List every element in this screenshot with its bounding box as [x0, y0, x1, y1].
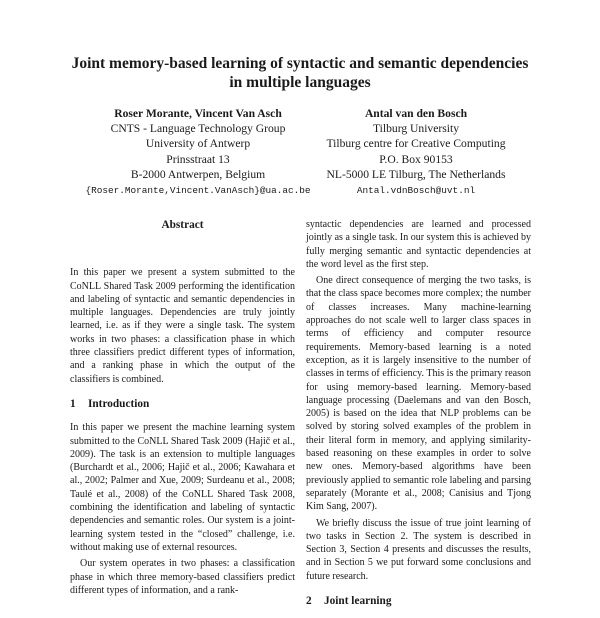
paragraph: In this paper we present the machine learning system submitted to the CoNLL Shared Task 2009 (Hajič et al., 2009). The task is an extension to multiple languages (Burchardt et al., 2006; Hajič et al., 2006; Kawahara et al., 2002; Palmer and Xue, 2009; Surdeanu et al., 2008; Taulé et al., 2008) of the CoNLL Shared Task 2008, combining the identification and labeling of syntactic dependencies and semantic roles. Our system is a joint-learning system tested in the “closed” challenge, i.e. without making use of external resources. — [70, 422, 295, 553]
paper-title-line-1: Joint memory-based learning of syntactic and semantic dependencies — [71, 55, 529, 72]
author-email: {Roser.Morante,Vincent.VanAsch}@ua.ac.be — [85, 185, 311, 197]
section-title: Joint learning — [324, 595, 392, 608]
author-names: Antal van den Bosch — [364, 107, 468, 120]
paragraph: One direct consequence of merging the two tasks, is that the class space becomes more complex; the number of classes increases. Many machine-learning approaches do not scale well to larger class spaces in terms of efficiency and computer resource requirements. Memory-based learning is a noted exception, as it is largely insensitive to the number of classes in terms of efficiency. This is the primary reason for using memory-based learning. Memory-based language processing (Daelemans and van den Bosch, 2005) is based on the idea that NLP problems can be solved by storing solved examples of the problem in their literal form in memory, and applying similarity-based reasoning on these examples in order to solve new ones. Memory-based algorithms have been previously applied to semantic role labeling and parsing separately (Morante et al., 2008; Canisius and Tjong Kim Sang, 2007). — [306, 275, 531, 513]
abstract-heading: Abstract — [161, 219, 204, 231]
abstract-text: In this paper we present a system submitted to the CoNLL Shared Task 2009 performing the identification and labeling of syntactic and semantic dependencies in multiple languages. Dependencies are truly jointly learned, i.e. as if they were a single task. The system works in two phases: a classification phase in which three classifiers predict different types of information, and a ranking phase in which the output of the classifiers is combined. — [70, 267, 295, 385]
affiliation-line: University of Antwerp — [145, 137, 251, 151]
affiliation-line: NL-5000 LE Tilburg, The Netherlands — [326, 167, 506, 181]
author-affiliation-right — [300, 106, 532, 198]
affiliation-line: CNTS - Language Technology Group — [110, 122, 286, 136]
section-number: 2 — [306, 595, 312, 608]
left-column — [70, 218, 295, 597]
author-names: Roser Morante, Vincent Van Asch — [114, 107, 282, 120]
affiliation-line: B-2000 Antwerpen, Belgium — [130, 167, 266, 181]
section-number: 1 — [70, 397, 76, 410]
author-affiliation-left — [70, 106, 326, 198]
paper-title — [0, 54, 600, 92]
paragraph: syntactic dependencies are learned and processed jointly as a single task. In our system this is achieved by fully merging semantic and syntactic dependencies at the word level as the first step. — [306, 219, 531, 270]
right-column — [306, 218, 531, 618]
affiliation-line: Tilburg University — [372, 122, 459, 136]
paragraph: Our system operates in two phases: a classification phase in which three memory-based classifiers predict different types of information, and a rank- — [70, 558, 295, 596]
section-title: Introduction — [88, 397, 150, 410]
section-heading-joint-learning — [306, 595, 531, 608]
paper-title-line-2: in multiple languages — [229, 74, 371, 91]
affiliation-line: Tilburg centre for Creative Computing — [326, 137, 506, 151]
author-email: Antal.vdnBosch@uvt.nl — [356, 185, 476, 197]
paragraph: We briefly discuss the issue of true joint learning of two tasks in Section 2. The system is described in Section 3, Section 4 presents and discusses the results, and in Section 5 we put forward some conclusions and future research. — [306, 517, 531, 582]
affiliation-line: Prinsstraat 13 — [166, 152, 230, 166]
section-heading-introduction — [70, 398, 295, 411]
affiliation-line: P.O. Box 90153 — [379, 152, 453, 166]
